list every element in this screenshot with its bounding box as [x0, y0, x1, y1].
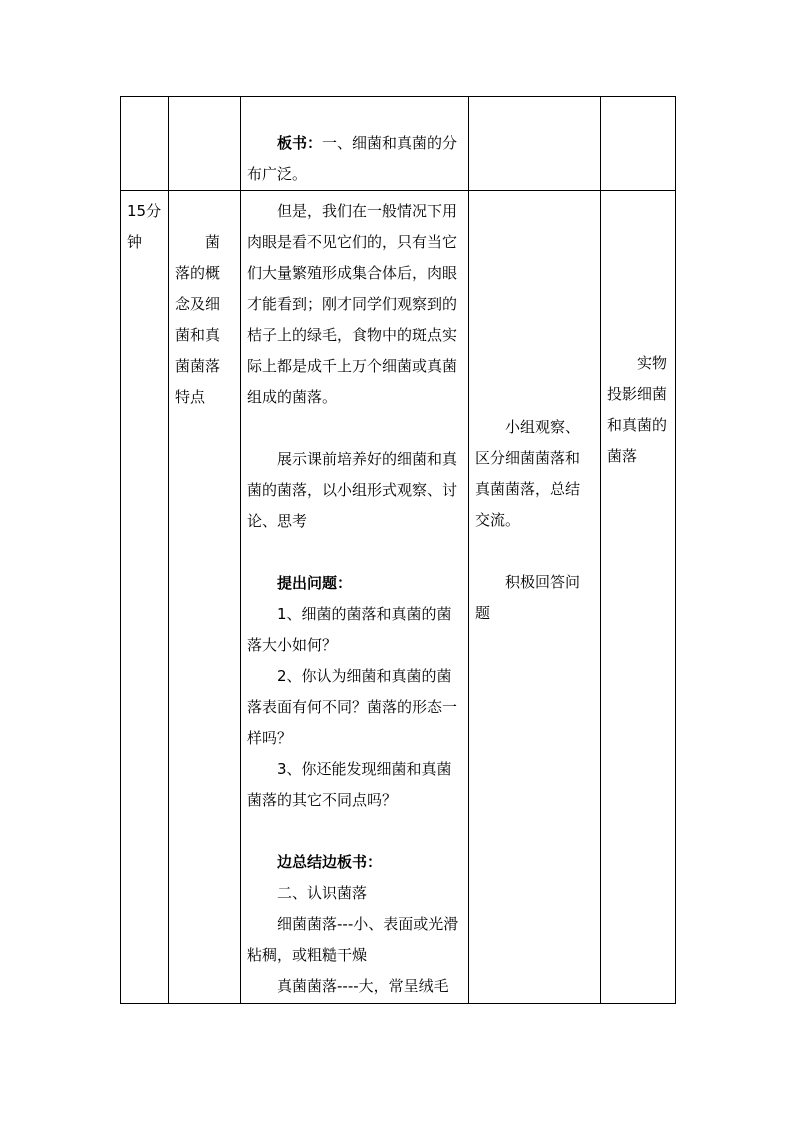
bacteria-colony-note: 细菌菌落---小、表面或光滑粘稠，或粗糙干燥: [247, 915, 459, 964]
question-2: 2、你认为细菌和真菌的菌落表面有何不同？菌落的形态一样吗？: [247, 667, 458, 747]
teacher-paragraph-2: 展示课前培养好的细菌和真菌的菌落，以小组形式观察、讨论、思考: [247, 450, 458, 530]
student-activity-1: 小组观察、区分细菌菌落和真菌菌落，总结交流。: [475, 418, 581, 529]
question-3: 3、你还能发现细菌和真菌菌落的其它不同点吗？: [247, 760, 452, 809]
student-activity-2: 积极回答问题: [475, 573, 581, 622]
board-title-text: 一、细菌和真菌的分布广泛。: [247, 134, 458, 183]
student-activity-cell: [469, 191, 601, 1004]
topic-text: 菌落的概念及细菌和真菌菌落特点: [175, 233, 221, 406]
table-row: [121, 191, 676, 1004]
questions-heading: 提出问题：: [277, 574, 353, 592]
topic-cell: [169, 191, 241, 1004]
media-cell: [601, 191, 676, 1004]
time-cell: [121, 191, 169, 1004]
teacher-activity-cell: [241, 191, 469, 1004]
media-cell: [601, 97, 676, 191]
topic-cell: [169, 97, 241, 191]
teacher-paragraph-1: 但是，我们在一般情况下用肉眼是看不见它们的，只有当它们大量繁殖形成集合体后，肉眼才能看到；刚才同学们观察到的桔子上的绿毛，食物中的斑点实际上都是成千上万个细菌或真菌组成的菌落。: [247, 202, 458, 406]
student-activity-cell: [469, 97, 601, 191]
time-cell: [121, 97, 169, 191]
table-row: [121, 97, 676, 191]
teacher-activity-cell: [241, 97, 469, 191]
board-title-label: 板书：: [277, 134, 323, 152]
time-value: 15分钟: [127, 202, 162, 251]
summary-title: 二、认识菌落: [277, 884, 368, 902]
question-1: 1、细菌的菌落和真菌的菌落大小如何？: [247, 605, 452, 654]
summary-heading: 边总结边板书：: [277, 853, 383, 871]
fungi-colony-note: 真菌菌落----大，常呈绒毛: [277, 977, 449, 995]
lesson-plan-table: [120, 96, 676, 1004]
board-note: [247, 128, 462, 190]
media-text: 实物投影细菌和真菌的菌落: [607, 354, 668, 465]
